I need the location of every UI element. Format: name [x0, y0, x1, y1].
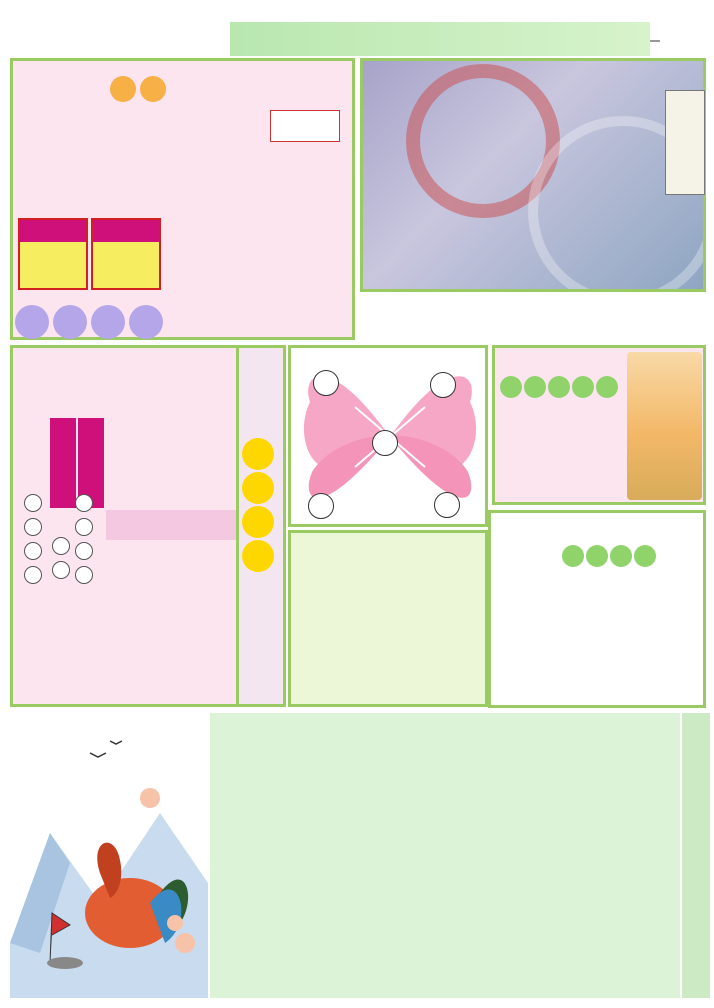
edition-label [650, 40, 660, 42]
number-ball [610, 545, 632, 567]
banner-swirl [363, 61, 706, 292]
zodiac-rat [313, 370, 339, 396]
top-left-numbers [15, 305, 167, 343]
number-ball [500, 376, 522, 398]
special-code-panel [488, 510, 706, 708]
book-image [665, 90, 705, 195]
top-left-panel [10, 58, 355, 340]
pick-ball [242, 506, 274, 538]
number-ball [586, 545, 608, 567]
special-code-numbers [562, 545, 658, 571]
number-ball [572, 376, 594, 398]
total-score-box [18, 218, 88, 290]
guanyin-image [627, 352, 702, 500]
number-ball [15, 305, 49, 339]
special-code-box [91, 218, 161, 290]
special-code-label [93, 220, 159, 242]
number-ball [129, 305, 163, 339]
number-ball [548, 376, 570, 398]
total-score-label [20, 220, 86, 242]
heading-ball-2 [140, 76, 166, 102]
number-circle [75, 542, 93, 560]
pick-ball [242, 438, 274, 470]
number-circle [75, 494, 93, 512]
number-ball [634, 545, 656, 567]
number-ball [524, 376, 546, 398]
number-circle [24, 566, 42, 584]
number-circle [75, 518, 93, 536]
pick-ball [242, 540, 274, 572]
number-circle [52, 561, 70, 579]
number-circle [24, 542, 42, 560]
zodiac-horse [434, 492, 460, 518]
number-ball [53, 305, 87, 339]
double-pick-label [50, 418, 76, 508]
number-circle [24, 518, 42, 536]
number-ball [562, 545, 584, 567]
flat-code-list [75, 490, 93, 590]
pick-ball [242, 472, 274, 504]
number-circle [52, 537, 70, 555]
double-pick-list [24, 490, 42, 590]
rooster-illustration [10, 713, 208, 998]
guanyin-numbers [500, 376, 620, 402]
middle-number-list [52, 515, 70, 585]
zodiac-dog [372, 430, 398, 456]
poem-text [300, 553, 378, 703]
number-ball [91, 305, 125, 339]
trend-chart [210, 713, 680, 998]
heading-ball-1 [110, 76, 136, 102]
header-band [230, 22, 650, 56]
trend-title-bar [682, 713, 710, 998]
number-ball [596, 376, 618, 398]
banner [360, 58, 706, 292]
zodiac-dragon [308, 493, 334, 519]
number-circle [24, 494, 42, 512]
xinshui-label [270, 110, 340, 142]
number-circle [75, 566, 93, 584]
zodiac-monkey [430, 372, 456, 398]
